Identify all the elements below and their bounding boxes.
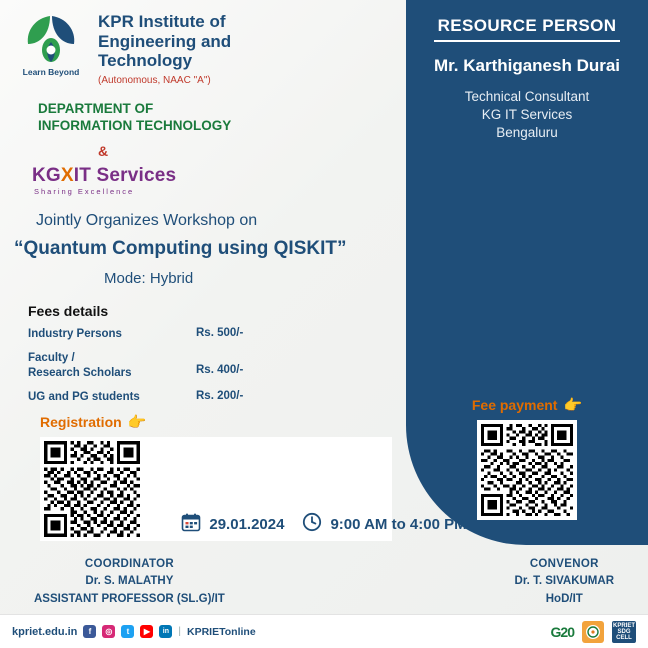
social-handle[interactable]: KPRIETonline	[187, 625, 256, 638]
fee-amount: Rs. 200/-	[196, 389, 244, 402]
sdg-line2: SDG	[617, 628, 631, 635]
event-date-item	[181, 512, 284, 537]
ampersand: &	[98, 142, 109, 159]
fee-payment-label-row	[432, 396, 622, 414]
clock-icon	[302, 512, 322, 537]
fees-title: Fees details	[28, 302, 109, 319]
g20-logo: G20	[550, 623, 574, 640]
coordinator-role: COORDINATOR	[84, 558, 174, 570]
fee-payment-label: Fee payment	[471, 397, 558, 413]
footer-emblems	[551, 621, 636, 643]
fees-table	[28, 327, 310, 405]
fee-label-line2: Research Scholars	[28, 366, 132, 379]
resource-person-heading: RESOURCE PERSON	[437, 16, 617, 35]
event-mode: Mode: Hybrid	[104, 269, 194, 287]
kpr-leaf-icon	[16, 10, 86, 66]
fee-label-line1: Faculty /	[28, 351, 75, 364]
footer-links	[12, 625, 256, 638]
department-line1: DEPARTMENT OF	[38, 100, 154, 116]
sdg-line1: KPRIET	[612, 622, 635, 629]
table-row	[28, 390, 310, 405]
event-date: 29.01.2024	[209, 516, 285, 533]
institute-name-line1: KPR Institute of	[98, 12, 226, 31]
youtube-icon[interactable]: ▶	[140, 625, 153, 638]
jointly-organizes-text: Jointly Organizes Workshop on	[36, 211, 258, 229]
institute-name	[98, 10, 231, 86]
heading-underline	[434, 40, 620, 42]
partner-name-x: X	[60, 164, 74, 186]
department-line2: INFORMATION TECHNOLOGY	[38, 118, 232, 134]
fee-label: UG and PG students	[28, 390, 140, 403]
facebook-icon[interactable]: f	[83, 625, 96, 638]
calendar-icon	[181, 512, 201, 537]
fee-amount: Rs. 500/-	[196, 326, 244, 339]
fee-label	[28, 351, 196, 381]
footer-separator: |	[178, 626, 182, 637]
pointing-hand-icon: 👉	[127, 414, 147, 432]
organizers-row	[0, 556, 648, 608]
registration-label-row	[40, 413, 392, 431]
coordinator-designation: ASSISTANT PROFESSOR (SL.G)/IT	[34, 592, 225, 605]
department-block	[38, 100, 392, 135]
instagram-icon[interactable]: ◎	[102, 625, 115, 638]
india-emblem-icon	[582, 621, 604, 643]
workshop-topic: “Quantum Computing using QISKIT”	[14, 237, 347, 259]
fee-payment-qr-code[interactable]	[432, 420, 622, 520]
convenor-block	[515, 556, 614, 608]
institute-accreditation: (Autonomous, NAAC "A")	[98, 74, 211, 86]
partner-tagline: Sharing Excellence	[34, 186, 135, 196]
table-row	[28, 351, 310, 381]
event-datetime-row	[0, 512, 648, 537]
sdg-cell-logo	[612, 621, 636, 643]
table-row	[28, 327, 310, 342]
institute-header	[14, 10, 392, 86]
partner-name-prefix: KG	[32, 164, 61, 186]
fee-amount: Rs. 400/-	[196, 363, 244, 376]
convenor-designation: HoD/IT	[545, 592, 583, 605]
convenor-role: CONVENOR	[529, 558, 599, 570]
institute-tagline: Learn Beyond	[22, 67, 80, 77]
event-time-item	[302, 512, 466, 537]
coordinator-name: Dr. S. MALATHY	[85, 575, 174, 588]
resource-person-location: Bengaluru	[496, 125, 558, 141]
resource-person-name: Mr. Karthiganesh Durai	[433, 56, 621, 75]
convenor-name: Dr. T. SIVAKUMAR	[514, 575, 614, 588]
website-link[interactable]: kpriet.edu.in	[12, 625, 78, 638]
partner-name-suffix: IT Services	[73, 164, 177, 186]
sdg-line3: CELL	[616, 635, 632, 642]
fee-label: Industry Persons	[28, 327, 122, 340]
event-time: 9:00 AM to 4:00 PM	[330, 516, 467, 533]
twitter-icon[interactable]: t	[121, 625, 134, 638]
resource-person-company: KG IT Services	[481, 107, 573, 123]
institute-name-line3: Technology	[98, 51, 193, 71]
resource-person-designation: Technical Consultant	[464, 89, 590, 104]
linkedin-icon[interactable]: in	[159, 625, 172, 638]
institute-name-line2: Engineering and	[98, 31, 232, 51]
fee-payment-block	[432, 396, 622, 520]
footer-bar	[0, 614, 648, 648]
partner-logo	[32, 165, 392, 196]
pointing-hand-icon: 👉	[563, 397, 583, 414]
kpr-logo	[14, 10, 88, 77]
coordinator-block	[34, 556, 225, 608]
registration-label: Registration	[40, 414, 122, 431]
